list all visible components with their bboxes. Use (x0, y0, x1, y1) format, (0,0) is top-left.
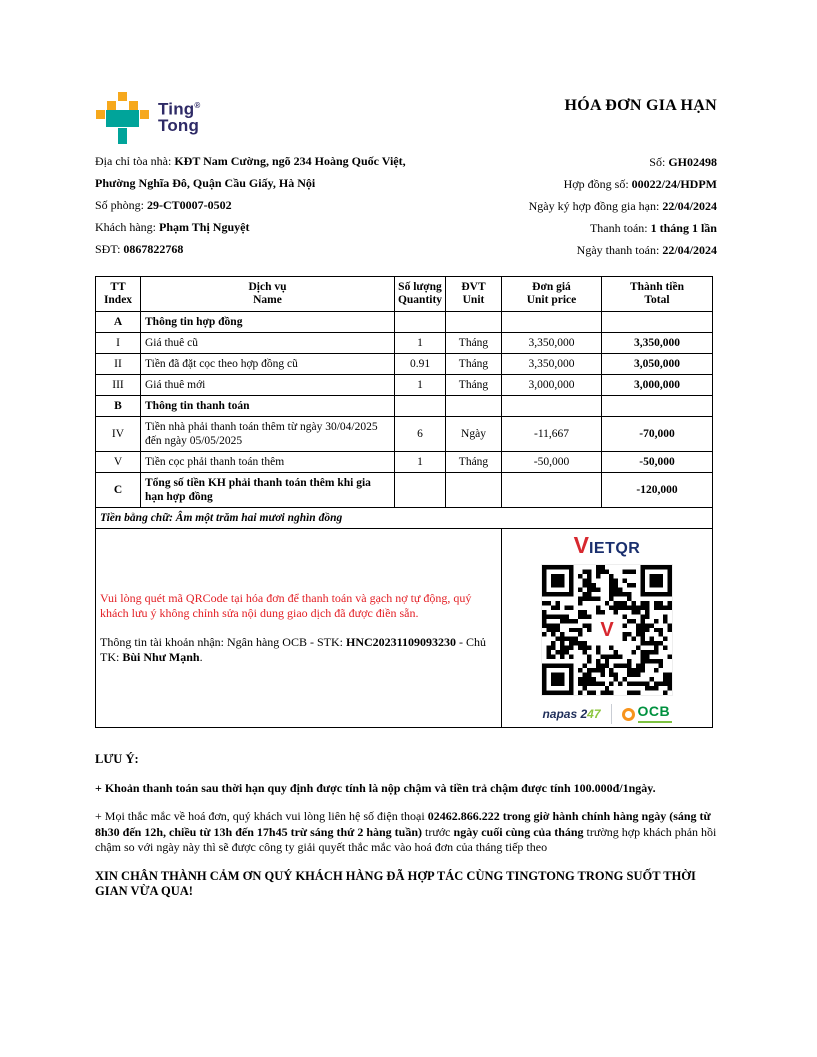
col-header-index: TT Index (96, 277, 141, 312)
qr-payment-notice: Vui lòng quét mã QRCode tại hóa đơn để thanh toán và gạch nợ tự động, quý khách lưu ý không chỉnh sửa nội dung giao dịch đã được điền sẵn. (100, 590, 472, 620)
table-row-extra-deposit: V Tiền cọc phải thanh toán thêm 1 Tháng -50,000 -50,000 (96, 452, 713, 473)
late-payment-note: + Khoản thanh toán sau thời hạn quy định được tính là nộp chậm và tiền trả chậm được tính 100.000đ/1ngày. (95, 780, 656, 795)
table-row-deposit-old-contract: II Tiền đã đặt cọc theo hợp đồng cũ 0.91 Tháng 3,350,000 3,050,000 (96, 354, 713, 375)
page-title: HÓA ĐƠN GIA HẠN (564, 97, 717, 114)
ocb-logo: OCB (622, 705, 672, 723)
col-header-quantity: Số lượng Quantity (395, 277, 446, 312)
customer-info-block (95, 150, 443, 260)
room-number-line: Số phòng: 29-CT0007-0502 (95, 198, 232, 212)
invoice-table (95, 276, 713, 728)
col-header-name: Dịch vụ Name (141, 277, 395, 312)
invoice-page (95, 0, 717, 913)
col-header-total: Thành tiền Total (602, 277, 713, 312)
thank-you-message: XIN CHÂN THÀNH CẢM ƠN QUÝ KHÁCH HÀNG ĐÃ HỢP TÁC CÙNG TINGTONG TRONG SUỐT THỜI GIAN VỪA QUA! (95, 868, 696, 898)
contract-sign-date-line: Ngày ký hợp đồng gia hạn: 22/04/2024 (528, 199, 717, 213)
vietqr-logo: VIETQR (573, 532, 641, 558)
contract-info-block (443, 151, 717, 261)
payment-instructions-cell (96, 529, 502, 728)
receiving-account-info: Thông tin tài khoản nhận: Ngân hàng OCB - STK: HNC20231109093230 - Chủ TK: Bùi Như Mạnh. (100, 634, 486, 664)
qr-footer-logos (506, 704, 708, 724)
table-row-grand-total: C Tổng số tiền KH phải thanh toán thêm khi gia hạn hợp đồng -120,000 (96, 473, 713, 508)
invoice-number-line: Số: GH02498 (649, 155, 717, 169)
contract-number-line: Hợp đồng số: 00022/24/HDPM (563, 177, 717, 191)
tingtong-logo-icon (95, 92, 149, 144)
qr-code-cell (502, 529, 713, 728)
vietqr-center-icon: V (594, 617, 620, 643)
logo-divider (611, 704, 612, 724)
amount-in-words-row (96, 508, 713, 529)
amount-in-words: Tiền bằng chữ: Âm một trăm hai mươi nghìn đồng (96, 508, 713, 529)
napas-247-logo: napas 247 (542, 707, 601, 721)
payment-date-line: Ngày thanh toán: 22/04/2024 (576, 243, 717, 257)
building-address-line2: Phường Nghĩa Đô, Quận Cầu Giấy, Hà Nội (95, 176, 316, 190)
table-row-old-rent: I Giá thuê cũ 1 Tháng 3,350,000 3,350,000 (96, 333, 713, 354)
contact-note: + Mọi thắc mắc về hoá đơn, quý khách vui lòng liên hệ số điện thoại 02462.866.222 trong giờ hành chính hàng ngày (sáng từ 8h30 đến 12h, chiều từ 13h đến 17h45 trừ sáng thứ 2 hàng tuần) trước ngày cuối cùng của tháng trường hợp khách phản hồi chậm so với ngày này thì sẽ được công ty giải quyết thắc mắc vào hoá đơn của tháng tiếp theo (95, 809, 717, 854)
tingtong-logo-text: Ting® Tong (158, 99, 201, 135)
payment-qr-row (96, 529, 713, 728)
table-row-section-b: B Thông tin thanh toán (96, 396, 713, 417)
ocb-ring-icon (622, 708, 635, 721)
col-header-unit: ĐVT Unit (446, 277, 502, 312)
footer-notes (95, 752, 720, 900)
qr-code (541, 564, 673, 696)
table-row-extra-rent-days: IV Tiền nhà phải thanh toán thêm từ ngày 30/04/2025 đến ngày 05/05/2025 6 Ngày -11,667 -70,000 (96, 417, 713, 452)
col-header-unit-price: Đơn giá Unit price (502, 277, 602, 312)
payment-cycle-line: Thanh toán: 1 tháng 1 lần (589, 221, 717, 235)
table-header-row (96, 277, 713, 312)
invoice-header (95, 0, 717, 261)
phone-line: SĐT: 0867822768 (95, 242, 184, 256)
table-row-section-a: A Thông tin hợp đồng (96, 312, 713, 333)
table-row-new-rent: III Giá thuê mới 1 Tháng 3,000,000 3,000,000 (96, 375, 713, 396)
notes-heading: LƯU Ý: (95, 752, 139, 766)
customer-name-line: Khách hàng: Phạm Thị Nguyệt (95, 220, 250, 234)
building-address-line1: Địa chỉ tòa nhà: KĐT Nam Cường, ngõ 234 Hoàng Quốc Việt, (95, 154, 406, 168)
tingtong-logo (95, 92, 443, 142)
